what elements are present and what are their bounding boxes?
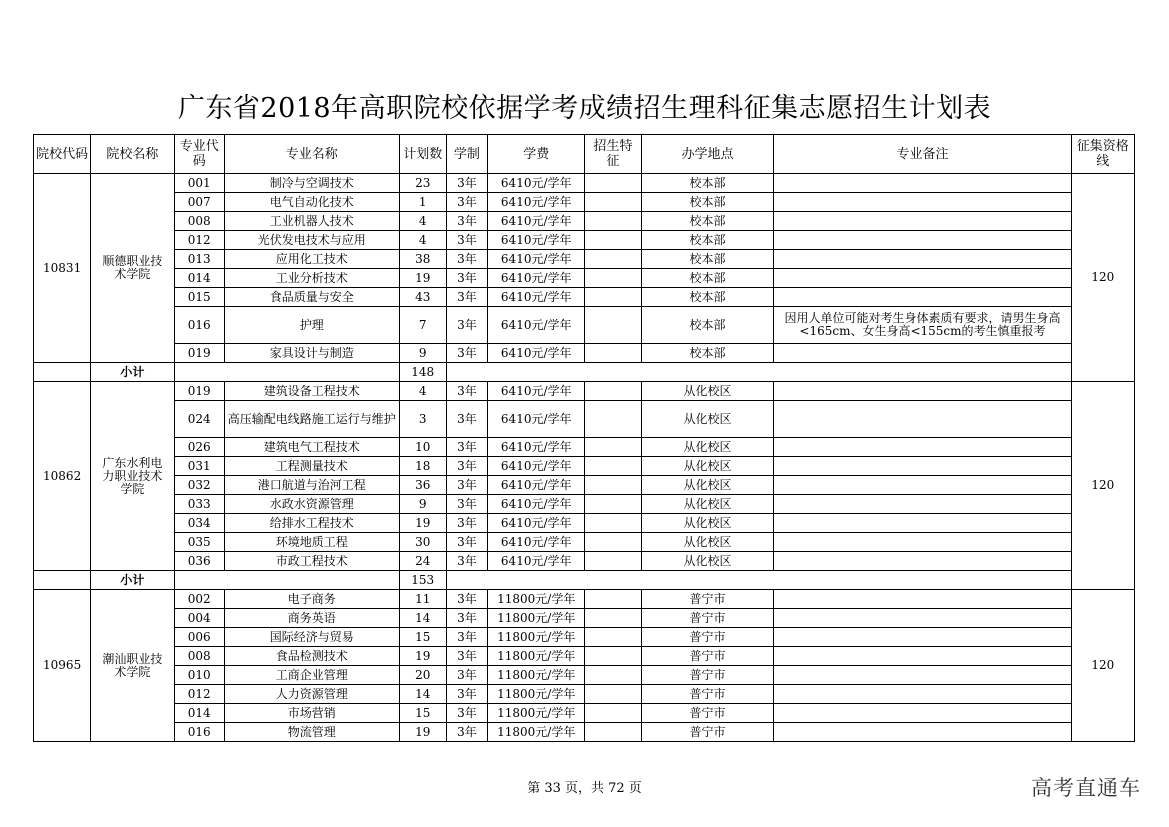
- table-row: [34, 401, 1135, 438]
- table-row: [34, 495, 1135, 514]
- location-cell: 校本部: [641, 250, 774, 269]
- major-code-cell: 036: [174, 552, 224, 571]
- major-name-cell: 给排水工程技术: [224, 514, 399, 533]
- plan-count-cell: 36: [399, 476, 446, 495]
- major-name-cell: 建筑设备工程技术: [224, 382, 399, 401]
- tuition-cell: 6410元/学年: [488, 533, 585, 552]
- major-code-cell: 019: [174, 344, 224, 363]
- note-cell: [774, 723, 1071, 742]
- feature-cell: [585, 723, 641, 742]
- table-row: [34, 647, 1135, 666]
- note-cell: [774, 231, 1071, 250]
- major-name-cell: 人力资源管理: [224, 685, 399, 704]
- note-cell: [774, 174, 1071, 193]
- major-code-cell: 026: [174, 438, 224, 457]
- tuition-cell: 6410元/学年: [488, 344, 585, 363]
- duration-cell: 3年: [446, 533, 487, 552]
- header-major-code: 专业代码: [174, 135, 224, 174]
- plan-count-cell: 43: [399, 288, 446, 307]
- plan-count-cell: 24: [399, 552, 446, 571]
- feature-cell: [585, 685, 641, 704]
- feature-cell: [585, 307, 641, 344]
- feature-cell: [585, 609, 641, 628]
- tuition-cell: 11800元/学年: [488, 685, 585, 704]
- tuition-cell: 11800元/学年: [488, 609, 585, 628]
- location-cell: 普宁市: [641, 666, 774, 685]
- plan-count-cell: 4: [399, 382, 446, 401]
- plan-count-cell: 10: [399, 438, 446, 457]
- major-code-cell: 016: [174, 723, 224, 742]
- plan-count-cell: 11: [399, 590, 446, 609]
- location-cell: 从化校区: [641, 552, 774, 571]
- major-name-cell: 物流管理: [224, 723, 399, 742]
- header-school-name: 院校名称: [91, 135, 174, 174]
- note-cell: [774, 647, 1071, 666]
- subtotal-label: 小计: [91, 363, 174, 382]
- note-cell: [774, 438, 1071, 457]
- tuition-cell: 6410元/学年: [488, 212, 585, 231]
- location-cell: 从化校区: [641, 495, 774, 514]
- header-min-score: 征集资格线: [1071, 135, 1134, 174]
- tuition-cell: 6410元/学年: [488, 231, 585, 250]
- location-cell: 普宁市: [641, 704, 774, 723]
- header-location: 办学地点: [641, 135, 774, 174]
- watermark: 高考直通车: [1031, 776, 1141, 800]
- subtotal-blank-cell: [446, 363, 1071, 382]
- note-cell: [774, 552, 1071, 571]
- note-cell: [774, 514, 1071, 533]
- tuition-cell: 6410元/学年: [488, 193, 585, 212]
- major-name-cell: 电气自动化技术: [224, 193, 399, 212]
- note-cell: [774, 212, 1071, 231]
- tuition-cell: 6410元/学年: [488, 438, 585, 457]
- table-row: [34, 344, 1135, 363]
- plan-count-cell: 14: [399, 685, 446, 704]
- plan-count-cell: 38: [399, 250, 446, 269]
- plan-count-cell: 19: [399, 647, 446, 666]
- tuition-cell: 6410元/学年: [488, 552, 585, 571]
- major-name-cell: 商务英语: [224, 609, 399, 628]
- plan-count-cell: 19: [399, 514, 446, 533]
- major-name-cell: 应用化工技术: [224, 250, 399, 269]
- feature-cell: [585, 533, 641, 552]
- feature-cell: [585, 476, 641, 495]
- header-note: 专业备注: [774, 135, 1071, 174]
- note-cell: [774, 533, 1071, 552]
- location-cell: 校本部: [641, 212, 774, 231]
- feature-cell: [585, 288, 641, 307]
- major-code-cell: 016: [174, 307, 224, 344]
- major-name-cell: 光伏发电技术与应用: [224, 231, 399, 250]
- duration-cell: 3年: [446, 552, 487, 571]
- location-cell: 从化校区: [641, 382, 774, 401]
- duration-cell: 3年: [446, 174, 487, 193]
- location-cell: 普宁市: [641, 685, 774, 704]
- subtotal-blank-cell: [34, 571, 91, 590]
- major-name-cell: 市政工程技术: [224, 552, 399, 571]
- table-row: [34, 250, 1135, 269]
- note-cell: [774, 250, 1071, 269]
- tuition-cell: 6410元/学年: [488, 307, 585, 344]
- duration-cell: 3年: [446, 590, 487, 609]
- table-row: [34, 231, 1135, 250]
- plan-count-cell: 1: [399, 193, 446, 212]
- major-code-cell: 007: [174, 193, 224, 212]
- note-cell: [774, 401, 1071, 438]
- location-cell: 校本部: [641, 307, 774, 344]
- enrollment-plan-table: [33, 134, 1135, 742]
- page-title: 广东省2018年高职院校依据学考成绩招生理科征集志愿招生计划表: [177, 93, 992, 124]
- table-row: [34, 212, 1135, 231]
- note-cell: [774, 193, 1071, 212]
- major-name-cell: 家具设计与制造: [224, 344, 399, 363]
- table-row: [34, 685, 1135, 704]
- major-code-cell: 008: [174, 212, 224, 231]
- major-code-cell: 004: [174, 609, 224, 628]
- location-cell: 从化校区: [641, 457, 774, 476]
- plan-count-cell: 4: [399, 212, 446, 231]
- tuition-cell: 11800元/学年: [488, 666, 585, 685]
- header-feature: 招生特征: [585, 135, 641, 174]
- plan-count-cell: 4: [399, 231, 446, 250]
- duration-cell: 3年: [446, 476, 487, 495]
- tuition-cell: 11800元/学年: [488, 590, 585, 609]
- feature-cell: [585, 401, 641, 438]
- table-row: [34, 476, 1135, 495]
- location-cell: 校本部: [641, 344, 774, 363]
- major-code-cell: 031: [174, 457, 224, 476]
- location-cell: 从化校区: [641, 514, 774, 533]
- tuition-cell: 11800元/学年: [488, 628, 585, 647]
- table-row: [34, 382, 1135, 401]
- major-code-cell: 012: [174, 231, 224, 250]
- plan-count-cell: 15: [399, 628, 446, 647]
- duration-cell: 3年: [446, 647, 487, 666]
- major-name-cell: 食品质量与安全: [224, 288, 399, 307]
- tuition-cell: 6410元/学年: [488, 514, 585, 533]
- duration-cell: 3年: [446, 212, 487, 231]
- plan-count-cell: 19: [399, 269, 446, 288]
- duration-cell: 3年: [446, 723, 487, 742]
- subtotal-blank-cell: [446, 571, 1071, 590]
- feature-cell: [585, 514, 641, 533]
- plan-count-cell: 20: [399, 666, 446, 685]
- major-code-cell: 033: [174, 495, 224, 514]
- duration-cell: 3年: [446, 457, 487, 476]
- location-cell: 校本部: [641, 231, 774, 250]
- feature-cell: [585, 382, 641, 401]
- note-cell: [774, 476, 1071, 495]
- plan-count-cell: 14: [399, 609, 446, 628]
- table-row: [34, 609, 1135, 628]
- feature-cell: [585, 174, 641, 193]
- school-name-cell: 顺德职业技术学院: [91, 174, 174, 363]
- note-cell: [774, 269, 1071, 288]
- header-duration: 学制: [446, 135, 487, 174]
- location-cell: 校本部: [641, 193, 774, 212]
- school-code-cell: 10862: [34, 382, 91, 571]
- tuition-cell: 6410元/学年: [488, 476, 585, 495]
- tuition-cell: 6410元/学年: [488, 288, 585, 307]
- major-code-cell: 002: [174, 590, 224, 609]
- location-cell: 从化校区: [641, 438, 774, 457]
- subtotal-value: 153: [399, 571, 446, 590]
- feature-cell: [585, 250, 641, 269]
- tuition-cell: 6410元/学年: [488, 382, 585, 401]
- duration-cell: 3年: [446, 250, 487, 269]
- major-name-cell: 工业分析技术: [224, 269, 399, 288]
- min-score-cell: 120: [1071, 590, 1134, 742]
- table-row: [34, 628, 1135, 647]
- duration-cell: 3年: [446, 514, 487, 533]
- table-header-row: [34, 135, 1135, 174]
- feature-cell: [585, 647, 641, 666]
- tuition-cell: 6410元/学年: [488, 495, 585, 514]
- table-row: [34, 457, 1135, 476]
- min-score-cell: 120: [1071, 382, 1134, 590]
- plan-count-cell: 7: [399, 307, 446, 344]
- subtotal-row: [34, 363, 1135, 382]
- duration-cell: 3年: [446, 401, 487, 438]
- table-row: [34, 666, 1135, 685]
- tuition-cell: 6410元/学年: [488, 401, 585, 438]
- location-cell: 从化校区: [641, 533, 774, 552]
- plan-count-cell: 30: [399, 533, 446, 552]
- school-name-cell: 潮汕职业技术学院: [91, 590, 174, 742]
- major-name-cell: 国际经济与贸易: [224, 628, 399, 647]
- note-cell: [774, 457, 1071, 476]
- table-row: [34, 307, 1135, 344]
- major-code-cell: 001: [174, 174, 224, 193]
- location-cell: 校本部: [641, 174, 774, 193]
- note-cell: [774, 382, 1071, 401]
- feature-cell: [585, 495, 641, 514]
- duration-cell: 3年: [446, 382, 487, 401]
- tuition-cell: 11800元/学年: [488, 647, 585, 666]
- major-name-cell: 电子商务: [224, 590, 399, 609]
- duration-cell: 3年: [446, 438, 487, 457]
- table-body: [34, 174, 1135, 742]
- major-code-cell: 014: [174, 704, 224, 723]
- subtotal-value: 148: [399, 363, 446, 382]
- major-code-cell: 013: [174, 250, 224, 269]
- major-code-cell: 019: [174, 382, 224, 401]
- note-cell: [774, 288, 1071, 307]
- feature-cell: [585, 212, 641, 231]
- feature-cell: [585, 193, 641, 212]
- tuition-cell: 11800元/学年: [488, 704, 585, 723]
- plan-count-cell: 23: [399, 174, 446, 193]
- major-name-cell: 环境地质工程: [224, 533, 399, 552]
- duration-cell: 3年: [446, 288, 487, 307]
- note-cell: [774, 704, 1071, 723]
- feature-cell: [585, 628, 641, 647]
- feature-cell: [585, 438, 641, 457]
- feature-cell: [585, 344, 641, 363]
- plan-count-cell: 15: [399, 704, 446, 723]
- plan-count-cell: 18: [399, 457, 446, 476]
- feature-cell: [585, 231, 641, 250]
- major-name-cell: 工程测量技术: [224, 457, 399, 476]
- table-row: [34, 552, 1135, 571]
- major-code-cell: 035: [174, 533, 224, 552]
- feature-cell: [585, 457, 641, 476]
- feature-cell: [585, 666, 641, 685]
- location-cell: 普宁市: [641, 723, 774, 742]
- duration-cell: 3年: [446, 685, 487, 704]
- plan-count-cell: 19: [399, 723, 446, 742]
- major-name-cell: 水政水资源管理: [224, 495, 399, 514]
- subtotal-blank-cell: [34, 363, 91, 382]
- table-row: [34, 533, 1135, 552]
- duration-cell: 3年: [446, 609, 487, 628]
- header-tuition: 学费: [488, 135, 585, 174]
- note-cell: [774, 609, 1071, 628]
- note-cell: [774, 590, 1071, 609]
- table-row: [34, 193, 1135, 212]
- subtotal-blank-cell: [174, 571, 399, 590]
- table-row: [34, 590, 1135, 609]
- major-code-cell: 024: [174, 401, 224, 438]
- table-row: [34, 723, 1135, 742]
- duration-cell: 3年: [446, 666, 487, 685]
- major-code-cell: 006: [174, 628, 224, 647]
- header-plan-count: 计划数: [399, 135, 446, 174]
- major-code-cell: 014: [174, 269, 224, 288]
- major-name-cell: 护理: [224, 307, 399, 344]
- table-row: [34, 438, 1135, 457]
- major-name-cell: 工业机器人技术: [224, 212, 399, 231]
- duration-cell: 3年: [446, 344, 487, 363]
- location-cell: 普宁市: [641, 647, 774, 666]
- subtotal-label: 小计: [91, 571, 174, 590]
- tuition-cell: 6410元/学年: [488, 457, 585, 476]
- table-row: [34, 704, 1135, 723]
- location-cell: 普宁市: [641, 609, 774, 628]
- major-code-cell: 012: [174, 685, 224, 704]
- major-name-cell: 食品检测技术: [224, 647, 399, 666]
- duration-cell: 3年: [446, 269, 487, 288]
- table-row: [34, 288, 1135, 307]
- location-cell: 普宁市: [641, 590, 774, 609]
- duration-cell: 3年: [446, 231, 487, 250]
- school-code-cell: 10965: [34, 590, 91, 742]
- min-score-cell: 120: [1071, 174, 1134, 382]
- major-code-cell: 010: [174, 666, 224, 685]
- note-cell: [774, 628, 1071, 647]
- duration-cell: 3年: [446, 193, 487, 212]
- plan-count-cell: 9: [399, 344, 446, 363]
- feature-cell: [585, 590, 641, 609]
- feature-cell: [585, 704, 641, 723]
- note-cell: [774, 344, 1071, 363]
- major-code-cell: 032: [174, 476, 224, 495]
- tuition-cell: 11800元/学年: [488, 723, 585, 742]
- major-name-cell: 市场营销: [224, 704, 399, 723]
- page-footer: 第 33 页，共 72 页: [527, 781, 642, 796]
- duration-cell: 3年: [446, 495, 487, 514]
- note-cell: [774, 666, 1071, 685]
- table-row: [34, 269, 1135, 288]
- major-name-cell: 工商企业管理: [224, 666, 399, 685]
- subtotal-row: [34, 571, 1135, 590]
- major-code-cell: 034: [174, 514, 224, 533]
- major-name-cell: 建筑电气工程技术: [224, 438, 399, 457]
- location-cell: 从化校区: [641, 476, 774, 495]
- major-code-cell: 015: [174, 288, 224, 307]
- major-code-cell: 008: [174, 647, 224, 666]
- plan-count-cell: 9: [399, 495, 446, 514]
- subtotal-blank-cell: [174, 363, 399, 382]
- tuition-cell: 6410元/学年: [488, 250, 585, 269]
- duration-cell: 3年: [446, 628, 487, 647]
- location-cell: 校本部: [641, 269, 774, 288]
- duration-cell: 3年: [446, 307, 487, 344]
- plan-count-cell: 3: [399, 401, 446, 438]
- school-code-cell: 10831: [34, 174, 91, 363]
- location-cell: 从化校区: [641, 401, 774, 438]
- header-major-name: 专业名称: [224, 135, 399, 174]
- note-cell: [774, 495, 1071, 514]
- table-row: [34, 174, 1135, 193]
- location-cell: 普宁市: [641, 628, 774, 647]
- feature-cell: [585, 552, 641, 571]
- note-cell: 因用人单位可能对考生身体素质有要求，请男生身高<165cm、女生身高<155cm的考生慎重报考: [774, 307, 1071, 344]
- table-row: [34, 514, 1135, 533]
- tuition-cell: 6410元/学年: [488, 174, 585, 193]
- tuition-cell: 6410元/学年: [488, 269, 585, 288]
- major-name-cell: 港口航道与治河工程: [224, 476, 399, 495]
- feature-cell: [585, 269, 641, 288]
- duration-cell: 3年: [446, 704, 487, 723]
- school-name-cell: 广东水利电力职业技术学院: [91, 382, 174, 571]
- major-name-cell: 制冷与空调技术: [224, 174, 399, 193]
- header-school-code: 院校代码: [34, 135, 91, 174]
- location-cell: 校本部: [641, 288, 774, 307]
- major-name-cell: 高压输配电线路施工运行与维护: [224, 401, 399, 438]
- note-cell: [774, 685, 1071, 704]
